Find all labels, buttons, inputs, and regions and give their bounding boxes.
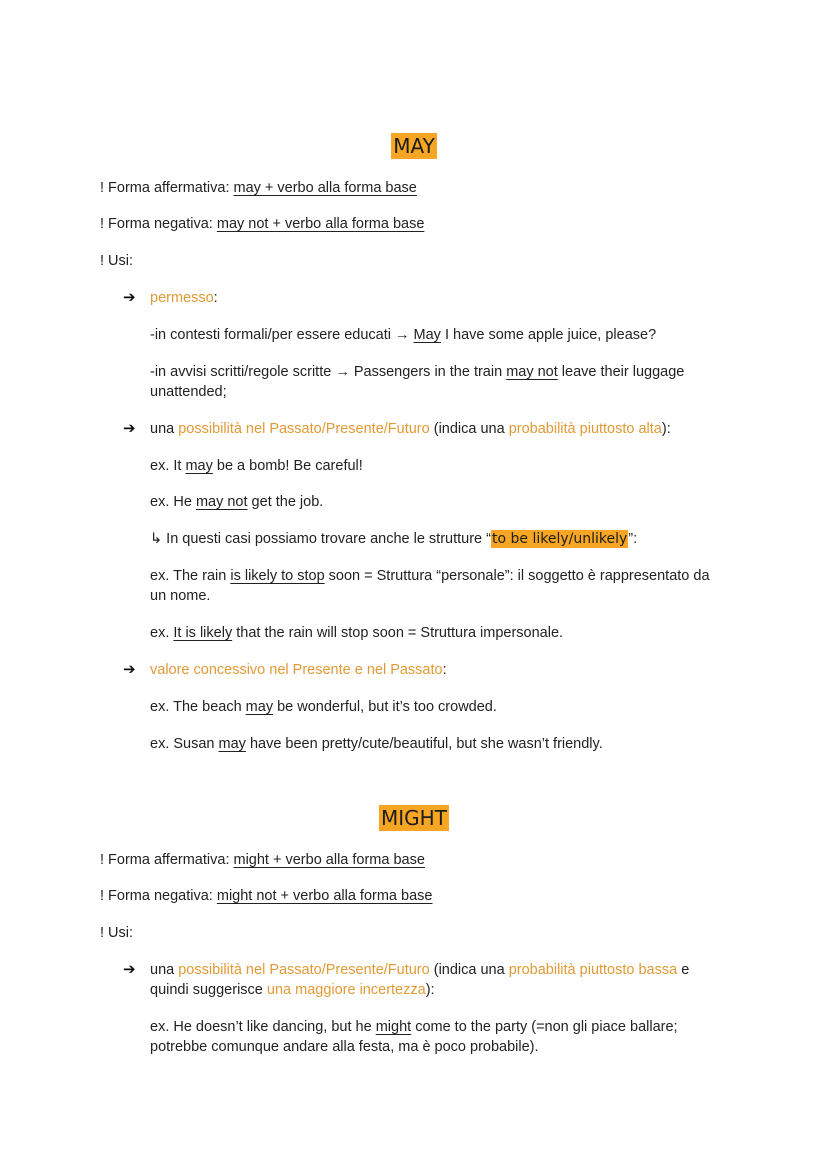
arrow-icon: ➔ — [123, 420, 136, 437]
text: e quindi suggerisce — [150, 962, 690, 998]
might-example-1 — [150, 1017, 725, 1057]
may-example-1 — [150, 456, 363, 476]
text: ex. He doesn’t like dancing, but he — [150, 1019, 376, 1035]
underlined: might — [375, 1019, 412, 1035]
might-negative — [100, 886, 432, 906]
text: come to the party (=non gli piace ballare; potrebbe comunque andare alla festa, ma è poco probabile). — [150, 1019, 678, 1055]
highlighted-term: to be likely/unlikely — [491, 531, 628, 547]
text: -in contesti formali/per essere educati → — [150, 327, 414, 343]
text: leave their luggage unattended; — [150, 364, 685, 400]
text: ”: — [628, 531, 638, 547]
text: be a bomb! Be careful! — [212, 458, 363, 474]
may-heading — [0, 134, 828, 158]
might-title: MIGHT — [381, 806, 447, 830]
neg-rule: might not + verbo alla forma base — [216, 888, 433, 904]
may-usi: ! Usi: — [100, 253, 134, 269]
text: ↳ In questi casi possiamo trovare anche le strutture “ — [150, 531, 491, 547]
highlight-text: possibilità nel Passato/Presente/Futuro — [178, 962, 430, 978]
use-title: permesso — [150, 290, 214, 306]
underlined: is likely to stop — [230, 568, 325, 584]
text: be wonderful, but it’s too crowded. — [273, 699, 497, 715]
may-example-6 — [150, 734, 603, 754]
may-use1-written — [150, 362, 725, 402]
arrow-icon: ➔ — [123, 961, 136, 978]
text: (indica una — [429, 421, 509, 437]
may-example-3 — [150, 566, 725, 606]
use-title: valore concessivo nel Presente e nel Passato — [150, 662, 443, 678]
may-use-permission — [150, 288, 218, 308]
text: ex. It — [150, 458, 186, 474]
underlined: may not — [195, 494, 248, 510]
highlight-text: probabilità piuttosto alta — [508, 421, 662, 437]
text: ex. The rain — [150, 568, 231, 584]
underlined: May — [413, 327, 441, 343]
may-negative — [100, 214, 424, 234]
may-use-concessive — [150, 660, 447, 680]
underlined: may — [218, 736, 246, 752]
might-heading — [0, 806, 828, 830]
may-use1-formal — [150, 325, 656, 345]
neg-label: ! Forma negativa: — [100, 216, 217, 232]
colon: : — [213, 290, 218, 306]
may-title: MAY — [393, 134, 435, 158]
neg-label: ! Forma negativa: — [100, 888, 217, 904]
highlight-text: una maggiore incertezza — [266, 982, 426, 998]
aff-label: ! Forma affermativa: — [100, 852, 234, 868]
underlined: may not — [506, 364, 558, 380]
text: ex. The beach — [150, 699, 246, 715]
text: ): — [425, 982, 435, 998]
text: una — [150, 962, 179, 978]
text: ex. Susan — [150, 736, 219, 752]
aff-rule: might + verbo alla forma base — [233, 852, 425, 868]
might-use-possibility — [150, 960, 725, 1000]
text: I have some apple juice, please? — [440, 327, 657, 343]
text: ): — [661, 421, 671, 437]
may-likely-note — [150, 529, 637, 549]
text: una — [150, 421, 179, 437]
underlined: may — [245, 699, 274, 715]
text: (indica una — [429, 962, 509, 978]
arrow-icon: ➔ — [123, 289, 136, 306]
may-example-2 — [150, 492, 323, 512]
might-affirmative — [100, 850, 425, 870]
highlight-text: possibilità nel Passato/Presente/Futuro — [178, 421, 430, 437]
may-use-possibility — [150, 419, 671, 439]
text: that the rain will stop soon = Struttura impersonale. — [232, 625, 564, 641]
arrow-icon: ➔ — [123, 661, 136, 678]
may-example-4 — [150, 623, 563, 643]
text: soon = Struttura “personale”: il soggetto è rappresentato da un nome. — [150, 568, 710, 604]
text: ex. He — [150, 494, 196, 510]
underlined: It is likely — [173, 625, 233, 641]
text: have been pretty/cute/beautiful, but she wasn’t friendly. — [245, 736, 603, 752]
aff-label: ! Forma affermativa: — [100, 180, 234, 196]
text: -in avvisi scritti/regole scritte → Passengers in the train — [150, 364, 507, 380]
underlined: may — [185, 458, 213, 474]
highlight-text: probabilità piuttosto bassa — [508, 962, 678, 978]
might-usi: ! Usi: — [100, 925, 134, 941]
text: ex. — [150, 625, 174, 641]
text: get the job. — [247, 494, 324, 510]
neg-rule: may not + verbo alla forma base — [216, 216, 425, 232]
colon: : — [442, 662, 447, 678]
aff-rule: may + verbo alla forma base — [233, 180, 417, 196]
may-example-5 — [150, 697, 497, 717]
may-affirmative — [100, 178, 417, 198]
